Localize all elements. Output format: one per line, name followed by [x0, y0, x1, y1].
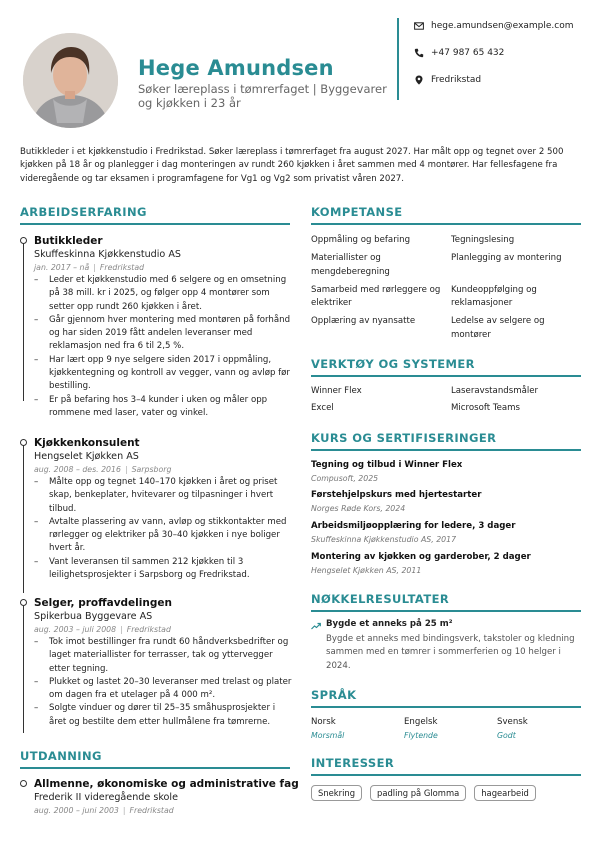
contact-phone[interactable]	[414, 48, 504, 58]
list-item: – Går gjennom hver montering med montøren på forhånd og har siden 2019 fått andelen leveranser med reklamasjon ned fra 6 til 2,5 %.	[34, 314, 292, 354]
skill-item: Planlegging av montering	[451, 253, 562, 264]
tool-item: Microsoft Teams	[451, 403, 521, 414]
company-name: Hengselet Kjøkken AS	[34, 451, 139, 462]
header	[0, 0, 600, 140]
job-title: Selger, proffavdelingen	[34, 597, 172, 609]
job-place: Fredrikstad	[99, 263, 145, 272]
course-title: Førstehjelpskurs med hjertestarter	[311, 490, 482, 500]
profile-photo	[23, 33, 118, 128]
skill-item: Tegningslesing	[451, 235, 515, 245]
phone-icon	[414, 48, 424, 58]
timeline-line	[23, 606, 24, 733]
education-title: Allmenne, økonomiske og administrative fag	[34, 778, 299, 790]
section-rule	[311, 449, 581, 451]
tools-grid	[311, 385, 581, 416]
job-place: Fredrikstad	[126, 625, 171, 634]
timeline-dot	[20, 237, 27, 244]
section-rule	[311, 774, 581, 776]
education-dates: aug. 2000 – juni 2003	[34, 806, 119, 815]
language-name: Svensk	[497, 717, 528, 727]
headline: Søker læreplass i tømrerfaget | Byggevarer og kjøkken i 23 år	[138, 82, 387, 110]
interest-tag: padling på Glomma	[370, 785, 466, 801]
skill-item: Samarbeid med rørleggere og elektriker	[311, 284, 441, 309]
phone-text: +47 987 65 432	[431, 48, 505, 58]
skill-item: Oppmåling og befaring	[311, 235, 411, 245]
job-bullets	[34, 476, 292, 582]
section-rule	[311, 375, 581, 377]
tool-item: Excel	[311, 403, 334, 414]
section-title-competence: KOMPETANSE	[311, 205, 403, 219]
list-item: – Har lært opp 9 nye selgere siden 2017 i oppmåling, kjøkkentegning og kontroll av vegger, vann og avløp før bestilling.	[34, 354, 292, 394]
job-dates: aug. 2003 – juli 2008	[34, 625, 117, 634]
course-title: Arbeidsmiljøopplæring for ledere, 3 dager	[311, 521, 516, 531]
section-rule	[311, 706, 581, 708]
list-item: – Solgte vinduer og dører til 25–35 småhusprosjekter i året og bestilte dem etter hullmålene fra tømrerne.	[34, 702, 292, 729]
section-title-tools: VERKTØY OG SYSTEMER	[311, 357, 475, 371]
list-item: – Målte opp og tegnet 140–170 kjøkken i året og priset skap, benkeplater, hvitevarer og tilpasninger i hvert tilbud.	[34, 476, 292, 516]
course-title: Tegning og tilbud i Winner Flex	[311, 460, 463, 470]
job-dates: jan. 2017 – nå	[34, 263, 90, 272]
interest-tag: hagearbeid	[474, 785, 536, 801]
timeline-dot	[20, 439, 27, 446]
education-meta: aug. 2000 – juni 2003 | Fredrikstad	[34, 806, 174, 815]
list-item: – Vant leveransen til sammen 212 kjøkken til 3 leilighetsprosjekter i Sarpsborg og Fredrikstad.	[34, 556, 292, 583]
header-divider	[397, 18, 399, 100]
section-rule	[311, 223, 581, 225]
section-rule	[311, 610, 581, 612]
list-item: – Er på befaring hos 3–4 kunder i uken og måler opp rommene med laser, vater og vinkel.	[34, 394, 292, 421]
tool-item: Laseravstandsmåler	[451, 386, 539, 396]
course-title: Montering av kjøkken og garderober, 2 dager	[311, 552, 531, 562]
result-title: Bygde et anneks på 25 m²	[326, 619, 453, 629]
list-item: – Tok imot bestillinger fra rundt 60 håndverksbedrifter og laget materiallister for terrasser, tak og yttervegger etter tegning.	[34, 636, 292, 676]
list-item: – Plukket og lastet 20–30 leveranser med trelast og plater om dagen fra et utelager på 4 000 m².	[34, 676, 292, 703]
job-place: Sarpsborg	[131, 465, 172, 474]
timeline-line	[23, 444, 24, 593]
list-item: – Leder et kjøkkenstudio med 6 selgere og en omsetning på 38 mill. kr i 2025, og følger opp 4 montører som setter opp rundt 260 kjøkken i året.	[34, 274, 292, 314]
job-meta: aug. 2003 – juli 2008 | Fredrikstad	[34, 625, 171, 634]
company-name: Spikerbua Byggevare AS	[34, 611, 153, 622]
mail-icon	[414, 21, 424, 31]
language-level: Flytende	[404, 731, 438, 740]
section-title-courses: KURS OG SERTIFISERINGER	[311, 431, 497, 445]
language-name: Engelsk	[404, 717, 438, 727]
course-provider: Hengselet Kjøkken AS, 2011	[311, 566, 422, 575]
language-name: Norsk	[311, 717, 336, 727]
skill-item: Kundeoppfølging og reklamasjoner	[451, 284, 537, 309]
email-text: hege.amundsen@example.com	[431, 21, 574, 31]
contact-email[interactable]	[414, 21, 574, 31]
job-meta: jan. 2017 – nå | Fredrikstad	[34, 263, 145, 272]
profile-summary: Butikkleder i et kjøkkenstudio i Fredrikstad. Søker læreplass i tømrerfaget fra august 2027. Har målt opp og tegnet over 2 500 kjøkken på 18 år og planlegger i dag monteringen av rundt 260 kjøkken i året sammen med 4 montører. Har fellesfagene fra videregående og tar eksamen i programfagene for Vg1 og Vg2 som privatist våren 2027.	[20, 147, 564, 184]
skill-item: Opplæring av nyansatte	[311, 316, 416, 327]
course-provider: Compusoft, 2025	[311, 474, 379, 483]
section-title-experience: ARBEIDSERFARING	[20, 205, 147, 219]
school-name: Frederik II videregående skole	[34, 792, 178, 803]
skill-item: Materiallister og mengdeberegning	[311, 253, 390, 277]
location-pin-icon	[414, 75, 424, 85]
timeline-line	[23, 242, 24, 401]
tool-item: Winner Flex	[311, 386, 362, 396]
timeline-dot	[20, 780, 27, 787]
section-rule	[20, 767, 290, 769]
job-meta: aug. 2008 – des. 2016 | Sarpsborg	[34, 465, 172, 474]
skill-item: Ledelse av selgere og montører	[451, 316, 545, 340]
location-text: Fredrikstad	[431, 75, 482, 85]
timeline-dot	[20, 599, 27, 606]
education-place: Fredrikstad	[129, 806, 174, 815]
language-level: Morsmål	[311, 731, 345, 740]
person-name: Hege Amundsen	[138, 56, 334, 80]
section-title-languages: SPRÅK	[311, 688, 357, 702]
section-rule	[20, 223, 290, 225]
job-bullets	[34, 636, 292, 729]
job-title: Butikkleder	[34, 235, 103, 247]
job-bullets	[34, 274, 292, 420]
result-description: Bygde et anneks med bindingsverk, takstoler og kledning sammen med en tømrer i sommerferien og 10 helger i 2024.	[326, 634, 575, 671]
section-title-results: NØKKELRESULTATER	[311, 592, 450, 606]
list-item: – Avtalte plassering av vann, avløp og stikkontakter med rørlegger og elektriker på 30–40 kjøkken i nye boliger hvert år.	[34, 516, 292, 556]
competence-grid	[311, 234, 581, 342]
interest-tags	[311, 785, 536, 801]
course-provider: Skuffeskinna Kjøkkenstudio AS, 2017	[311, 535, 457, 544]
section-title-education: UTDANNING	[20, 749, 102, 763]
company-name: Skuffeskinna Kjøkkenstudio AS	[34, 249, 181, 260]
interest-tag: Snekring	[311, 785, 362, 801]
trend-up-icon	[311, 622, 321, 630]
job-dates: aug. 2008 – des. 2016	[34, 465, 121, 474]
job-title: Kjøkkenkonsulent	[34, 437, 140, 449]
contact-location	[414, 75, 481, 85]
language-level: Godt	[497, 731, 516, 740]
section-title-interests: INTERESSER	[311, 756, 395, 770]
course-provider: Norges Røde Kors, 2024	[311, 504, 406, 513]
